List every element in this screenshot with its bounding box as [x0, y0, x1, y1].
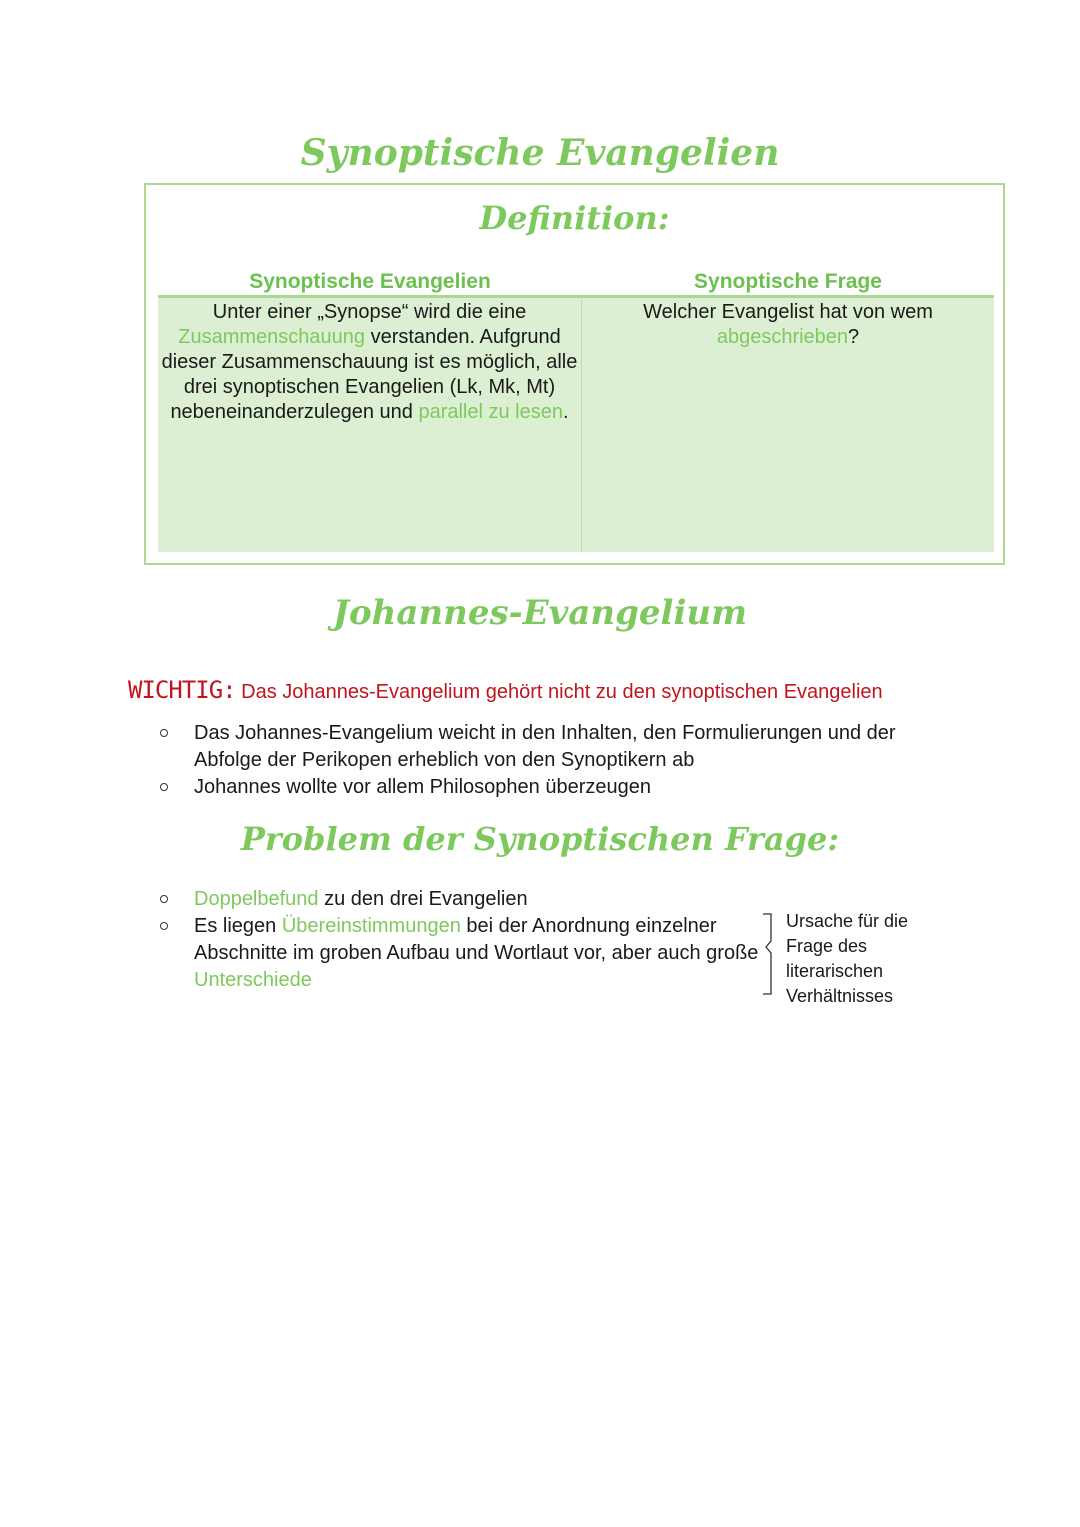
text: . — [562, 401, 569, 423]
johannes-heading: Johannes-Evangelium — [332, 593, 748, 633]
text: ? — [848, 326, 860, 348]
list-item-text: Es liegen — [194, 915, 277, 937]
page-title: Synoptische Evangelien — [300, 132, 780, 174]
circle-bullet-icon — [160, 783, 168, 791]
column-body-synoptic-gospels — [158, 295, 582, 552]
definition-heading: Definition: — [479, 199, 670, 237]
highlight-term: Übereinstimmungen — [281, 915, 461, 937]
text: Welcher Evangelist hat von wem — [643, 301, 933, 323]
side-note: Ursache für die Frage des literarischen Verhältnisses — [786, 911, 909, 1006]
important-text: Das Johannes-Evangelium gehört nicht zu den synoptischen Evangelien — [241, 681, 883, 703]
circle-bullet-icon — [160, 895, 168, 903]
problem-list — [160, 886, 770, 994]
highlight-term: abgeschrieben — [716, 326, 849, 348]
list-item — [160, 774, 940, 801]
problem-heading: Problem der Synoptischen Frage: — [240, 820, 840, 858]
list-item-text: bei der Anordnung einzelner Abschnitte im groben Aufbau und Wortlaut vor, aber auch große — [194, 915, 759, 964]
list-item — [160, 720, 940, 774]
johannes-list — [160, 720, 940, 801]
bracket-icon — [762, 911, 774, 997]
definition-column-right — [582, 269, 994, 552]
circle-bullet-icon — [160, 729, 168, 737]
highlight-term: parallel zu lesen — [418, 401, 563, 423]
important-note — [128, 676, 883, 704]
highlight-term: Unterschiede — [194, 969, 312, 991]
list-item — [160, 886, 770, 913]
text: verstanden. Aufgrund dieser Zusammenschauung ist es möglich, alle drei synoptischen Evangelien (Lk, Mk, Mt) nebeneinanderzulegen und — [161, 326, 578, 423]
list-item-text: zu den drei Evangelien — [324, 888, 528, 910]
definition-box — [144, 183, 1005, 565]
column-body-synoptic-question — [582, 295, 994, 552]
list-item-text: Das Johannes-Evangelium weicht in den Inhalten, den Formulierungen und der Abfolge der Perikopen erheblich von den Synoptikern ab — [194, 722, 896, 771]
highlight-term: Zusammenschauung — [178, 326, 366, 348]
list-item — [160, 913, 770, 994]
list-item-text: Johannes wollte vor allem Philosophen überzeugen — [194, 776, 651, 798]
highlight-term: Doppelbefund — [194, 888, 319, 910]
definition-column-left — [158, 269, 582, 552]
circle-bullet-icon — [160, 922, 168, 930]
important-label: WICHTIG: — [128, 676, 236, 704]
text: Unter einer „Synopse“ wird die eine — [212, 301, 527, 323]
column-header-synoptic-question: Synoptische Frage — [694, 270, 882, 293]
column-header-synoptic-gospels: Synoptische Evangelien — [249, 270, 491, 293]
